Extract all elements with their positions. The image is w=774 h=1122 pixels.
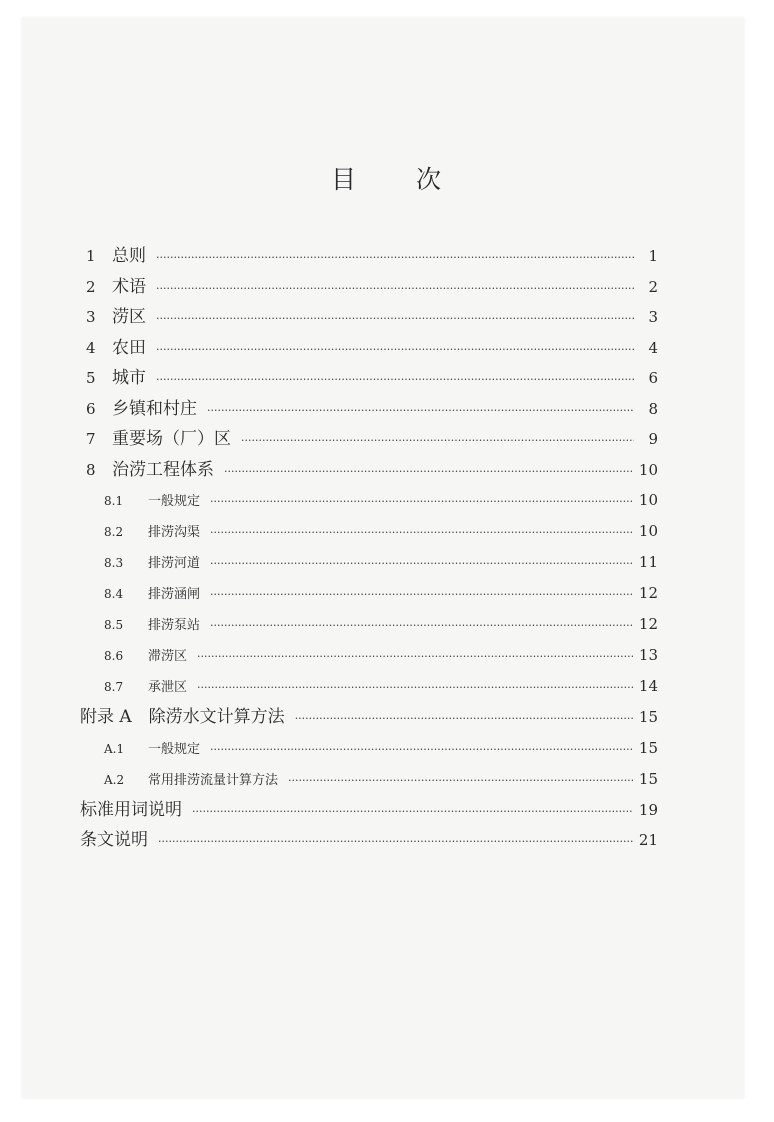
toc-leader-dots [156,304,634,335]
toc-entry-title: 排涝沟渠 [148,525,201,540]
toc-leader-dots [158,827,633,858]
toc-entry-page: 10 [638,460,658,479]
toc-leader-dots [192,797,633,828]
toc-entry-6[interactable] [80,394,658,425]
toc-entry-title: 总则 [112,246,146,266]
toc-entry-title: 标准用词说明 [80,799,182,820]
toc-leader-dots [210,486,633,517]
toc-leader-dots [210,579,633,610]
toc-entry-page: 15 [638,708,658,726]
toc-entry-page: 2 [648,277,658,296]
toc-entry-number: 8.7 [104,680,124,694]
toc-leader-dots [156,243,634,274]
toc-entry-1[interactable] [80,241,658,272]
toc-entry-number: 6 [86,399,96,418]
toc-leader-dots [210,548,633,579]
toc-entry-title: 农田 [112,337,146,358]
toc-entry-title: 排涝河道 [148,556,201,571]
toc-leader-dots [197,672,633,703]
toc-entry-page: 12 [638,584,658,602]
toc-entry-page: 6 [648,369,658,387]
toc-entry-number: 2 [86,277,96,296]
toc-entry-title: 术语 [112,276,146,297]
table-of-contents [80,241,658,856]
toc-leader-dots [210,610,633,641]
title-char-2: 次 [416,165,444,194]
toc-entry-page: 21 [638,831,658,849]
toc-entry-page: 4 [648,338,658,357]
toc-leader-dots [156,365,634,396]
toc-entry-page: 10 [638,522,658,540]
toc-entry-8-4[interactable] [80,578,658,609]
toc-entry-number: 8.2 [104,525,124,539]
toc-entry-explanation[interactable] [80,825,658,856]
toc-entry-8-6[interactable] [80,640,658,671]
toc-entry-title: 重要场（厂）区 [112,429,231,449]
toc-entry-title: 滞涝区 [148,649,188,664]
title-char-1: 目 [330,165,358,194]
toc-entry-page: 12 [638,615,658,633]
toc-leader-dots [224,457,633,488]
toc-entry-title: 治涝工程体系 [112,459,214,480]
toc-entry-8-2[interactable] [80,516,658,547]
toc-leader-dots [288,765,633,796]
toc-entry-a-1[interactable] [80,733,658,764]
toc-entry-page: 3 [648,308,658,326]
page-title [0,160,774,196]
toc-entry-2[interactable] [80,272,658,303]
toc-entry-number: 5 [86,369,96,387]
toc-leader-dots [207,396,634,427]
toc-entry-title: 排涝涵闸 [148,587,201,602]
toc-entry-title: 条文说明 [80,830,148,850]
toc-leader-dots [210,734,633,765]
toc-entry-8-5[interactable] [80,609,658,640]
toc-entry-appendix-a[interactable] [80,702,658,733]
toc-entry-page: 15 [638,738,658,757]
toc-entry-number: A.1 [104,741,125,756]
toc-entry-title: 排涝泵站 [148,618,201,633]
toc-entry-8-7[interactable] [80,671,658,702]
toc-entry-number: A.2 [104,772,125,787]
toc-leader-dots [156,335,634,366]
toc-entry-number: 8.3 [104,556,124,570]
toc-entry-4[interactable] [80,333,658,364]
toc-entry-number: 8.4 [104,587,124,601]
toc-leader-dots [197,641,633,672]
toc-entry-8-1[interactable] [80,485,658,516]
toc-entry-number: 8.5 [104,618,124,632]
toc-entry-standard-wording[interactable] [80,795,658,826]
toc-entry-page: 10 [638,491,658,509]
toc-entry-title: 附录 A 除涝水文计算方法 [80,707,285,727]
toc-entry-number: 3 [86,308,96,326]
toc-entry-number: 8 [86,460,96,479]
toc-leader-dots [241,426,634,457]
toc-entry-page: 15 [638,769,658,788]
toc-entry-number: 8.1 [104,494,124,508]
toc-entry-number: 7 [86,430,96,448]
toc-entry-title: 一般规定 [148,494,201,509]
toc-entry-7[interactable] [80,424,658,455]
toc-entry-page: 19 [638,800,658,819]
toc-entry-number: 1 [86,247,96,265]
toc-entry-page: 9 [648,430,658,448]
toc-entry-title: 承泄区 [148,680,188,695]
toc-entry-title: 常用排涝流量计算方法 [148,772,279,788]
toc-entry-8-3[interactable] [80,547,658,578]
toc-leader-dots [156,274,634,305]
toc-entry-3[interactable] [80,302,658,333]
toc-entry-a-2[interactable] [80,764,658,795]
toc-entry-number: 8.6 [104,649,124,663]
toc-entry-page: 11 [638,553,658,571]
toc-entry-page: 8 [648,399,658,418]
toc-entry-8[interactable] [80,455,658,486]
toc-leader-dots [210,517,633,548]
toc-entry-number: 4 [86,338,96,357]
toc-entry-title: 一般规定 [148,741,201,757]
toc-entry-page: 1 [648,247,658,265]
toc-entry-page: 14 [638,677,658,695]
toc-leader-dots [295,704,633,735]
toc-entry-5[interactable] [80,363,658,394]
toc-entry-title: 乡镇和村庄 [112,398,197,419]
toc-entry-title: 城市 [112,368,146,388]
toc-entry-page: 13 [638,646,658,664]
toc-entry-title: 涝区 [112,307,146,327]
